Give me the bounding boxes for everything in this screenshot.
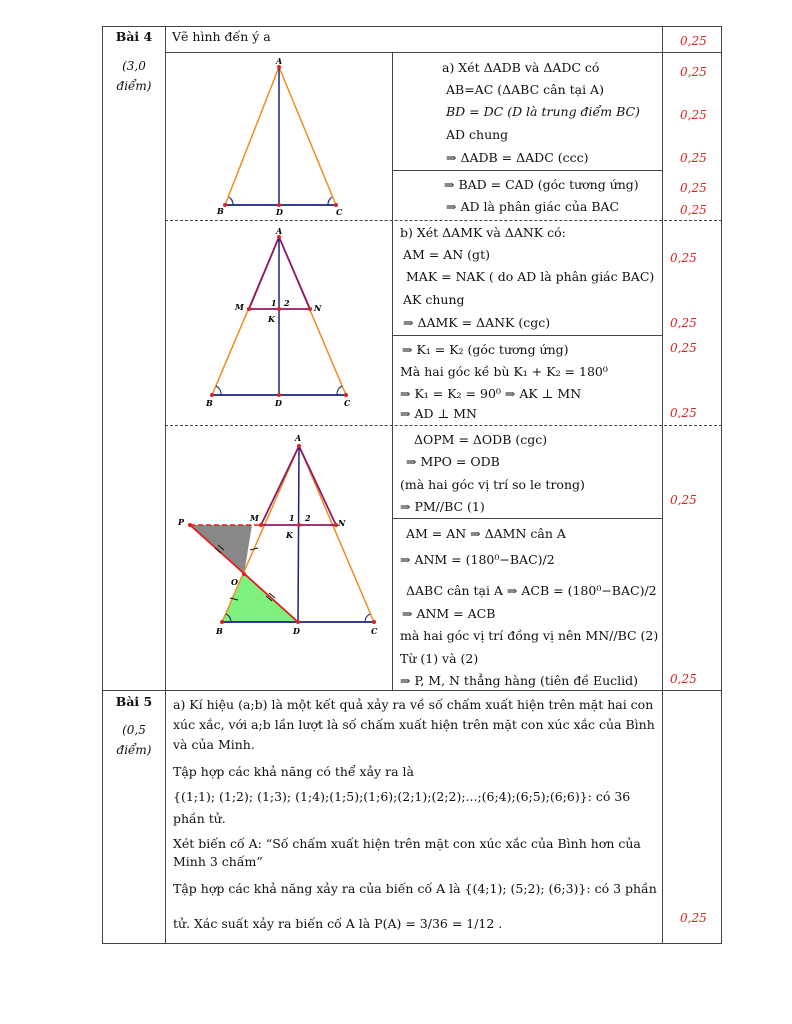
part-b2-line: ⇒ AD ⊥ MN: [400, 406, 477, 421]
label-a: A: [295, 433, 302, 443]
part-c2-line: ⇒ ANM = (180⁰−BAC)/2: [400, 552, 555, 567]
part-b-line: AK chung: [403, 292, 465, 307]
part-a2-line: ⇒ AD là phân giác của BAC: [446, 199, 620, 214]
part-c2-line: mà hai góc vị trí đồng vị nên MN//BC (2): [400, 628, 659, 643]
part-c-line: ⇒ PM//BC (1): [400, 499, 485, 514]
label-o: O: [231, 577, 238, 587]
bai5-para: Tập hợp các khả năng có thể xảy ra là: [173, 764, 414, 779]
label-n: N: [314, 303, 322, 313]
col-divider-figure: [392, 52, 393, 220]
label-d: D: [293, 626, 300, 636]
label-c: C: [371, 626, 378, 636]
part-b2-line: ⇒ K₁ = K₂ (góc tương ứng): [402, 342, 569, 357]
part-b-line: MAK = NAK ( do AD là phân giác BAC): [406, 269, 655, 284]
label-2: 2: [284, 298, 290, 308]
row-divider: [392, 170, 662, 171]
label-m: M: [235, 302, 244, 312]
part-b-line: b) Xét ΔAMK và ΔANK có:: [400, 225, 566, 240]
score: 0,25: [670, 341, 697, 355]
part-c-line: ΔOPM = ΔODB (cgc): [414, 432, 548, 447]
part-a-line: BD = DC (D là trung điểm BC): [446, 104, 640, 119]
figure-triangle-amk: [200, 223, 360, 418]
part-a2-line: ⇒ BAD = CAD (góc tương ứng): [444, 177, 639, 192]
score: 0,25: [680, 203, 707, 217]
label-k: K: [286, 530, 293, 540]
col-divider-score: [662, 26, 663, 944]
part-c2-line: ⇒ P, M, N thẳng hàng (tiên đề Euclid): [400, 673, 639, 688]
row-divider: [392, 335, 662, 336]
row0-text: Vẽ hình đến ý a: [172, 29, 271, 44]
part-b-line: AM = AN (gt): [403, 247, 490, 262]
col-divider-figure: [392, 220, 393, 690]
bai4-points: [103, 56, 165, 96]
label-d: D: [276, 207, 283, 217]
part-b2-line: ⇒ K₁ = K₂ = 90⁰ ⇒ AK ⊥ MN: [400, 386, 582, 401]
label-m: M: [250, 513, 259, 523]
label-p: P: [178, 517, 185, 527]
label-1: 1: [271, 298, 277, 308]
label-a: A: [276, 226, 283, 236]
label-d: D: [275, 398, 282, 408]
points-line: điểm): [116, 743, 152, 757]
part-a-line: AB=AC (ΔABC cân tại A): [446, 82, 604, 97]
label-n: N: [338, 518, 346, 528]
label-b: B: [216, 626, 223, 636]
part-a-line: a) Xét ΔADB và ΔADC có: [442, 60, 600, 75]
part-c2-line: AM = AN ⇒ ΔAMN cân A: [406, 526, 566, 541]
label-b: B: [206, 398, 213, 408]
part-a-line: AD chung: [446, 127, 509, 142]
part-b-line: ⇒ ΔAMK = ΔANK (cgc): [403, 315, 551, 330]
points-line: (0,5: [122, 723, 146, 737]
score: 0,25: [670, 493, 697, 507]
part-c2-line: ΔABC cân tại A ⇒ ACB = (180⁰−BAC)/2: [406, 583, 657, 598]
part-b2-line: Mà hai góc kề bù K₁ + K₂ = 180⁰: [400, 364, 608, 379]
part-a-line: ⇒ ΔADB = ΔADC (ccc): [446, 150, 589, 165]
points-line: điểm): [116, 79, 152, 93]
figure-opm-odb: [172, 428, 390, 640]
bai5-para: {(1;1); (1;2); (1;3); (1;4);(1;5);(1;6);(2;1);(2;2);...;(6;4);(6;5);(6;6)}: có 36 phần tử.: [173, 789, 631, 826]
part-c2-line: Từ (1) và (2): [400, 651, 479, 666]
figure-triangle-abc: [200, 55, 360, 220]
bai5-para: Xét biến cố A: “Số chấm xuất hiện trên mặt con xúc xắc của Bình hơn của Minh 3 chấm”: [173, 836, 641, 869]
row-divider: [392, 518, 662, 519]
label-1: 1: [289, 513, 295, 523]
score: 0,25: [670, 672, 697, 686]
score: 0,25: [680, 151, 707, 165]
part-c-line: (mà hai góc vị trí so le trong): [400, 477, 585, 492]
bai5-points: [103, 720, 165, 760]
row-divider: [165, 425, 722, 426]
score: 0,25: [680, 108, 707, 122]
part-c-line: ⇒ MPO = ODB: [406, 454, 500, 469]
score: 0,25: [670, 251, 697, 265]
row-divider: [102, 690, 722, 691]
label-k: K: [268, 314, 275, 324]
label-b: B: [217, 206, 224, 216]
score: 0,25: [670, 316, 697, 330]
bai4-title: Bài 4: [115, 29, 153, 44]
bai5-para: a) Kí hiệu (a;b) là một kết quả xảy ra về số chấm xuất hiện trên mặt hai con xúc xắc, với a;b lần lượt là số chấm xuất hiện trên mặt con xúc xắc của Bình và của Minh.: [173, 697, 655, 752]
row-divider: [165, 220, 722, 221]
score: 0,25: [680, 34, 707, 48]
bai5-para: tử. Xác suất xảy ra biến cố A là P(A) = 3/36 = 1/12 .: [173, 916, 503, 931]
part-c2-line: ⇒ ANM = ACB: [402, 606, 496, 621]
label-2: 2: [305, 513, 311, 523]
score: 0,25: [680, 65, 707, 79]
label-c: C: [344, 398, 351, 408]
label-a: A: [276, 56, 283, 66]
score: 0,25: [680, 911, 707, 925]
bai5-title: Bài 5: [115, 694, 153, 709]
score: 0,25: [680, 181, 707, 195]
points-line: (3,0: [122, 59, 146, 73]
label-c: C: [336, 207, 343, 217]
row-divider: [165, 52, 722, 53]
col-divider-1: [165, 26, 166, 944]
score: 0,25: [670, 406, 697, 420]
bai5-para: Tập hợp các khả năng xảy ra của biến cố A là {(4;1); (5;2); (6;3)}: có 3 phần: [173, 881, 657, 896]
